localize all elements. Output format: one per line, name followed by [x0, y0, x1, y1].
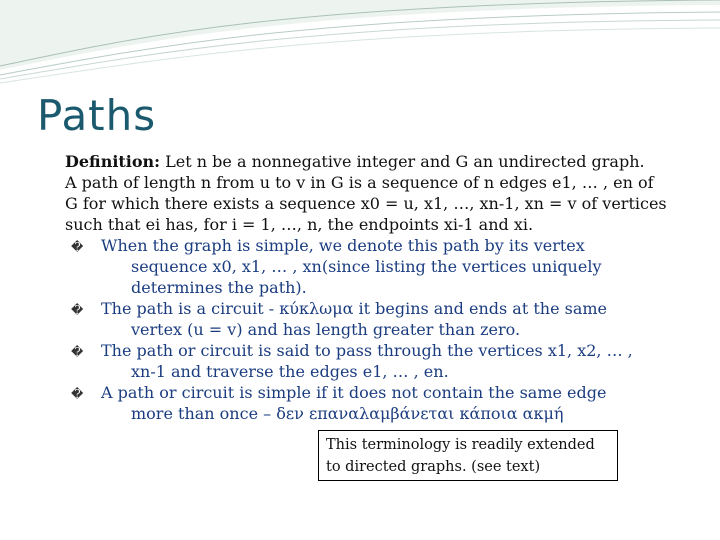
bullet-2	[65, 298, 690, 319]
definition-label: Definition:	[65, 152, 161, 171]
note-line-2: to directed graphs. (see text)	[326, 459, 541, 475]
bullet-2-line-1: The path is a circuit - κύκλωμα it begins and ends at the same	[101, 299, 608, 318]
definition-text-1: Let n be a nonnegative integer and G an undirected graph.	[160, 152, 645, 171]
bullet-3	[65, 340, 690, 361]
definition-line-4: such that ei has, for i = 1, …, n, the endpoints xi-1 and xi.	[65, 215, 534, 234]
bullet-2-line-2: vertex (u = v) and has length greater than zero.	[131, 320, 521, 339]
definition-line-1	[65, 151, 690, 172]
bullet-1-line-1: When the graph is simple, we denote this path by its vertex	[101, 236, 585, 255]
note-box	[318, 430, 618, 481]
bullet-3-line-2: xn-1 and traverse the edges e1, … , en.	[131, 362, 449, 381]
bullet-marker-icon: �	[71, 387, 84, 401]
bullet-1-line-3: determines the path).	[131, 278, 307, 297]
bullet-marker-icon: �	[71, 303, 84, 317]
bullet-3-line-1: The path or circuit is said to pass through the vertices x1, x2, … ,	[101, 341, 633, 360]
bullet-4	[65, 382, 690, 403]
bullet-4-line-1: A path or circuit is simple if it does not contain the same edge	[101, 383, 607, 402]
bullet-marker-icon: �	[71, 345, 84, 359]
definition-line-2: A path of length n from u to v in G is a sequence of n edges e1, … , en of	[65, 173, 654, 192]
note-line-1: This terminology is readily extended	[326, 437, 595, 453]
slide-title: Paths	[37, 91, 157, 140]
header-decoration	[0, 0, 720, 90]
bullet-marker-icon: �	[71, 240, 84, 254]
bullet-1-line-2: sequence x0, x1, … , xn(since listing the vertices uniquely	[131, 257, 602, 276]
definition-line-3: G for which there exists a sequence x0 = u, x1, …, xn-1, xn = v of vertices	[65, 194, 667, 213]
definition-block	[65, 151, 690, 424]
bullet-4-line-2: more than once – δεν επαναλαμβάνεται κάποια ακμή	[131, 404, 564, 423]
bullet-1	[65, 235, 690, 256]
